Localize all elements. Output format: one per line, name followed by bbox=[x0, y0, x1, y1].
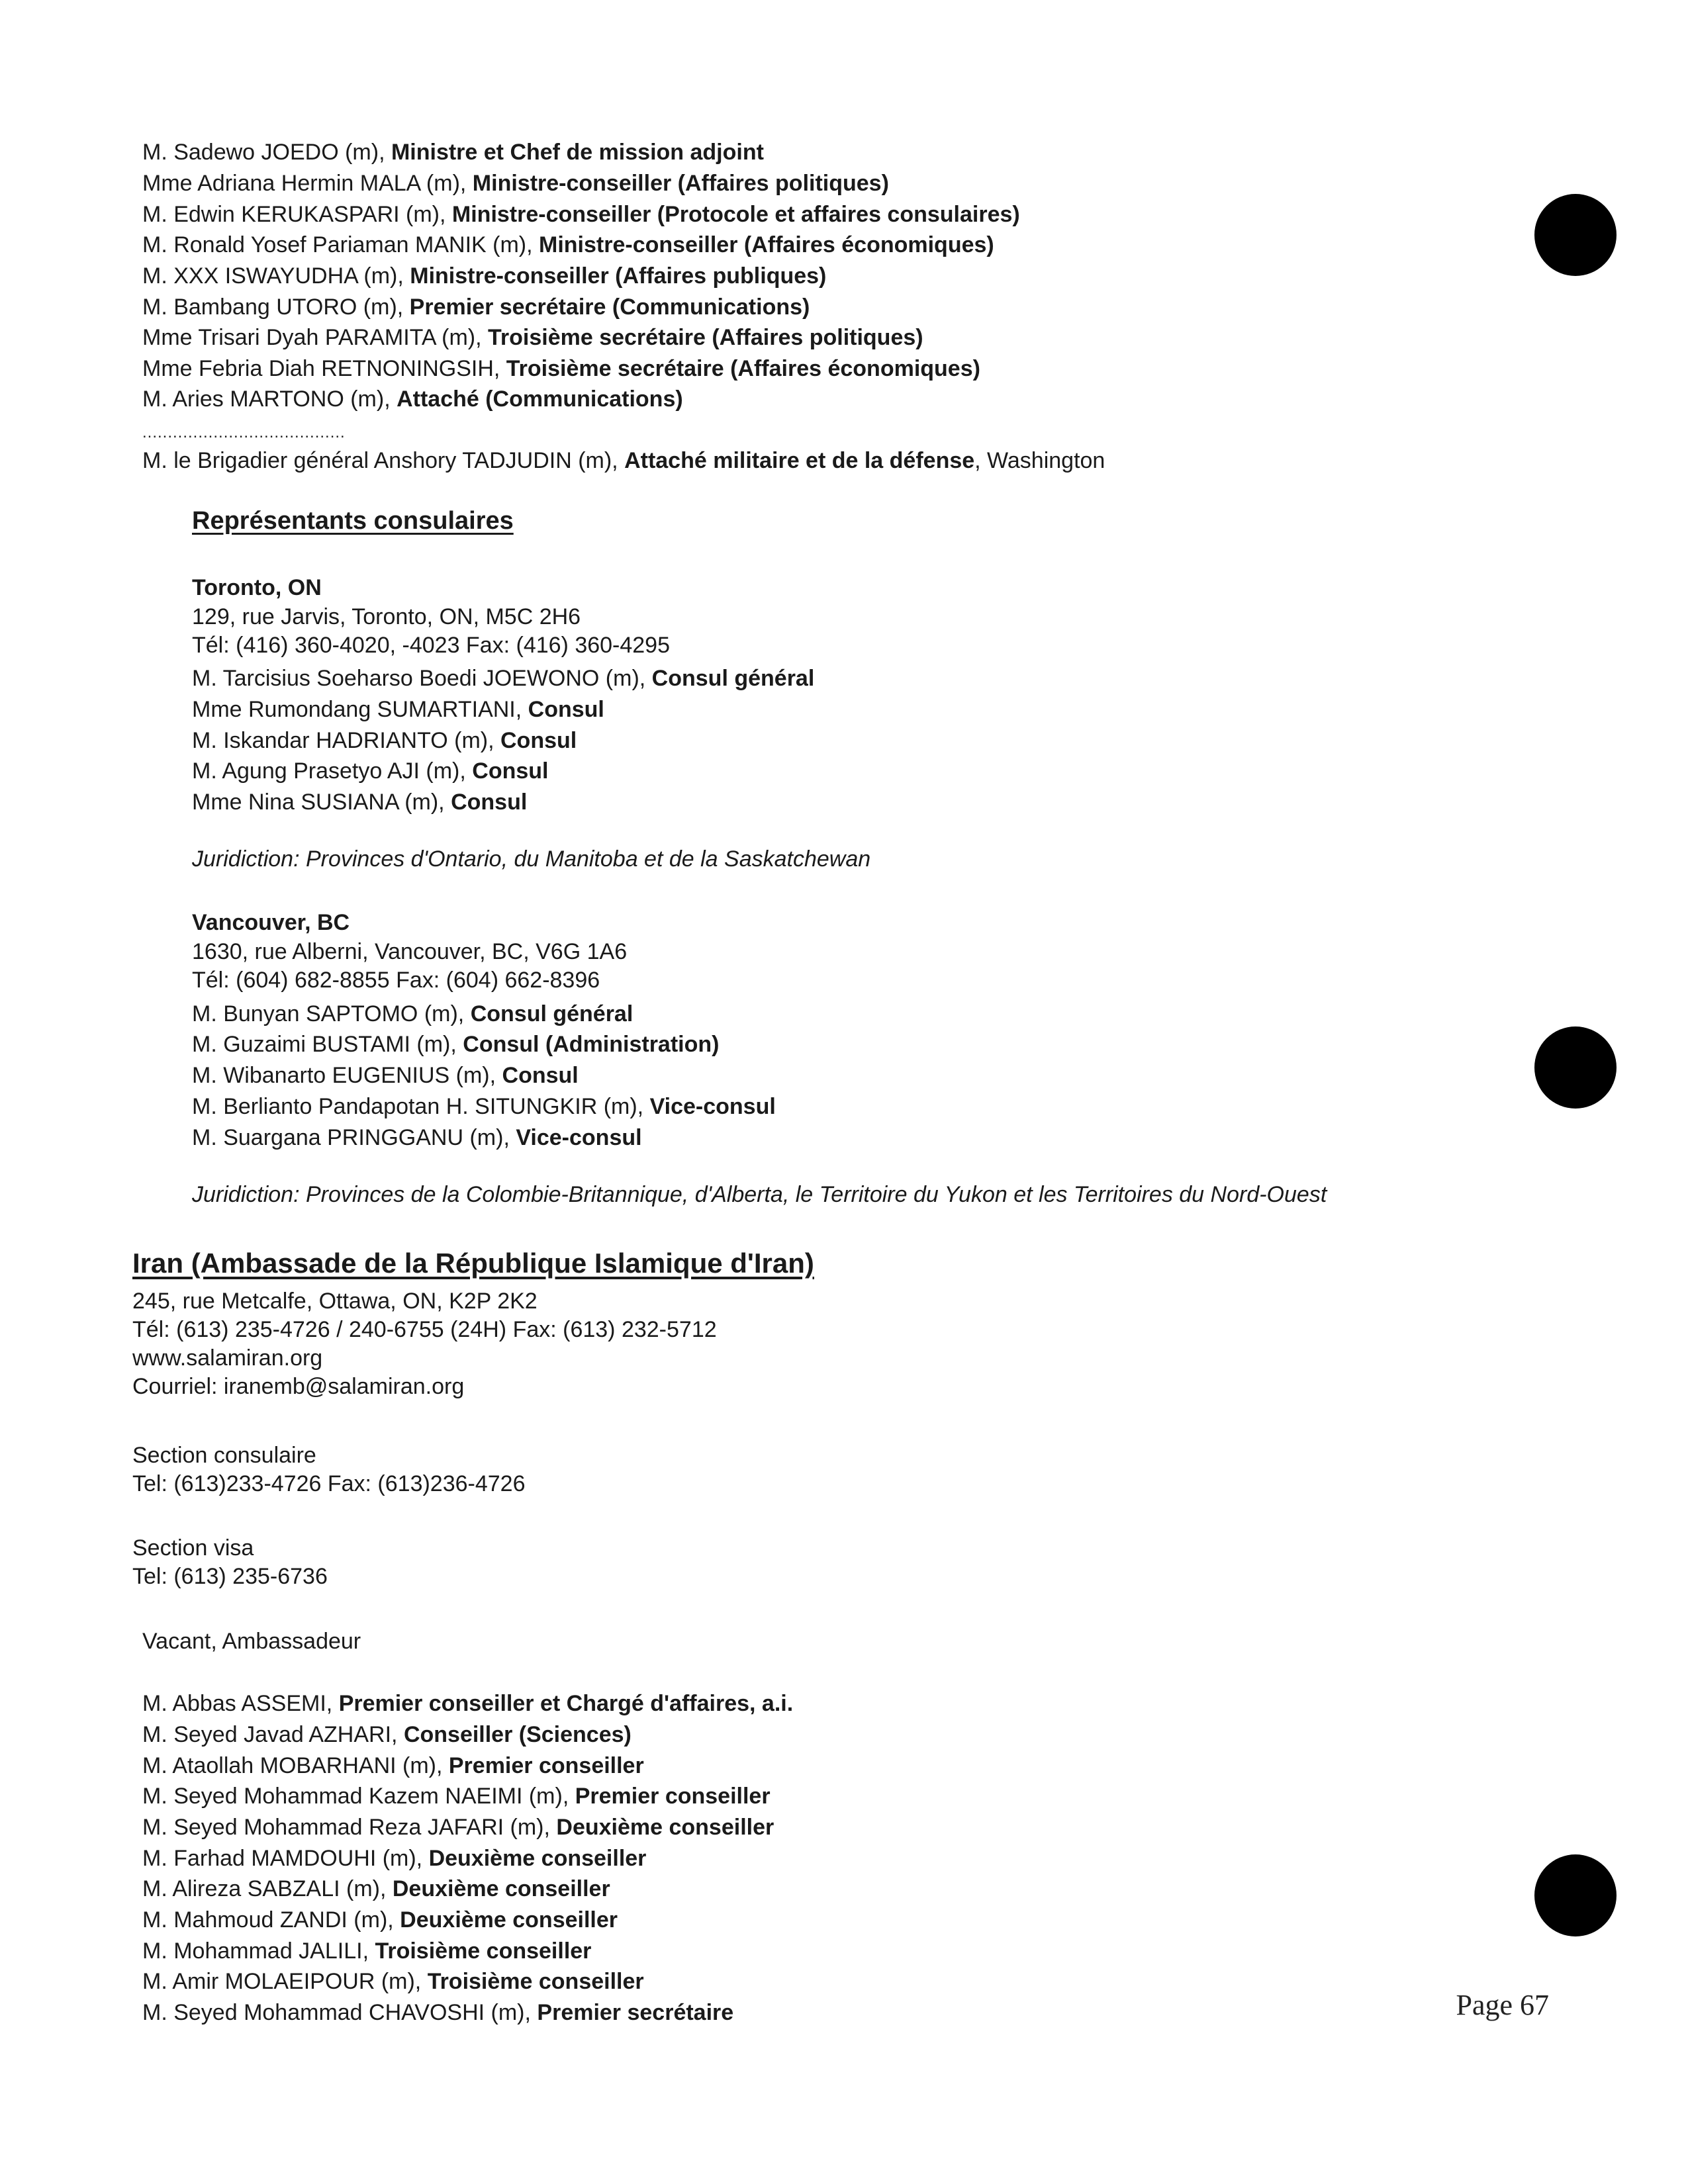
consul-entry: Mme Rumondang SUMARTIANI, Consul bbox=[192, 697, 604, 722]
binder-hole bbox=[1534, 194, 1617, 276]
separator-dots: ........................................ bbox=[142, 424, 346, 441]
staff-entry: Mme Adriana Hermin MALA (m), Ministre-conseiller (Affaires politiques) bbox=[142, 171, 889, 196]
consular-section-label: Section consulaire bbox=[132, 1443, 316, 1468]
vancouver-jurisdiction: Juridiction: Provinces de la Colombie-Britannique, d'Alberta, le Territoire du Yukon et les Territoires du Nord-Ouest bbox=[192, 1182, 1327, 1207]
binder-hole bbox=[1534, 1026, 1617, 1109]
iran-staff-entry: M. Farhad MAMDOUHI (m), Deuxième conseiller bbox=[142, 1846, 647, 1871]
iran-staff-entry: M. Mahmoud ZANDI (m), Deuxième conseiller bbox=[142, 1907, 618, 1933]
vancouver-city: Vancouver, BC bbox=[192, 910, 350, 935]
page-number: Page 67 bbox=[1456, 1989, 1549, 2021]
iran-staff-entry: M. Seyed Mohammad Kazem NAEIMI (m), Premier conseiller bbox=[142, 1784, 771, 1809]
staff-entry: Mme Febria Diah RETNONINGSIH, Troisième secrétaire (Affaires économiques) bbox=[142, 356, 980, 381]
toronto-address: 129, rue Jarvis, Toronto, ON, M5C 2H6 bbox=[192, 604, 581, 629]
ambassador-entry: Vacant, Ambassadeur bbox=[142, 1629, 361, 1654]
iran-staff-entry: M. Seyed Mohammad CHAVOSHI (m), Premier secrétaire bbox=[142, 2000, 734, 2025]
iran-country-title: Iran (Ambassade de la République Islamique d'Iran) bbox=[132, 1248, 814, 1279]
consul-entry: M. Tarcisius Soeharso Boedi JOEWONO (m), Consul général bbox=[192, 666, 815, 691]
staff-entry: Mme Trisari Dyah PARAMITA (m), Troisième secrétaire (Affaires politiques) bbox=[142, 325, 923, 350]
staff-entry: M. Bambang UTORO (m), Premier secrétaire (Communications) bbox=[142, 295, 810, 320]
vancouver-address: 1630, rue Alberni, Vancouver, BC, V6G 1A6 bbox=[192, 939, 628, 964]
staff-entry: M. Aries MARTONO (m), Attaché (Communications) bbox=[142, 387, 683, 412]
consul-entry: M. Guzaimi BUSTAMI (m), Consul (Administration) bbox=[192, 1032, 720, 1057]
toronto-jurisdiction: Juridiction: Provinces d'Ontario, du Manitoba et de la Saskatchewan bbox=[192, 846, 871, 872]
toronto-city: Toronto, ON bbox=[192, 575, 322, 600]
staff-entry: M. XXX ISWAYUDHA (m), Ministre-conseiller (Affaires publiques) bbox=[142, 263, 827, 289]
consul-entry: M. Bunyan SAPTOMO (m), Consul général bbox=[192, 1001, 633, 1026]
staff-entry: M. Edwin KERUKASPARI (m), Ministre-conseiller (Protocole et affaires consulaires) bbox=[142, 202, 1020, 227]
iran-email: Courriel: iranemb@salamiran.org bbox=[132, 1374, 465, 1399]
consul-entry: M. Suargana PRINGGANU (m), Vice-consul bbox=[192, 1125, 642, 1150]
iran-staff-entry: M. Seyed Javad AZHARI, Conseiller (Sciences) bbox=[142, 1722, 632, 1747]
consul-entry: Mme Nina SUSIANA (m), Consul bbox=[192, 790, 528, 815]
iran-website: www.salamiran.org bbox=[132, 1345, 323, 1371]
iran-staff-entry: M. Ataollah MOBARHANI (m), Premier conseiller bbox=[142, 1753, 644, 1778]
binder-hole bbox=[1534, 1854, 1617, 1936]
staff-entry: M. Sadewo JOEDO (m), Ministre et Chef de mission adjoint bbox=[142, 140, 764, 165]
consul-entry: M. Iskandar HADRIANTO (m), Consul bbox=[192, 728, 577, 753]
military-attache-entry: M. le Brigadier général Anshory TADJUDIN (m), Attaché militaire et de la défense, Washington bbox=[142, 448, 1105, 473]
iran-staff-entry: M. Seyed Mohammad Reza JAFARI (m), Deuxième conseiller bbox=[142, 1815, 774, 1840]
iran-staff-entry: M. Amir MOLAEIPOUR (m), Troisième conseiller bbox=[142, 1969, 644, 1994]
iran-phone: Tél: (613) 235-4726 / 240-6755 (24H) Fax: (613) 232-5712 bbox=[132, 1317, 717, 1342]
visa-section-label: Section visa bbox=[132, 1535, 254, 1561]
consular-section-phone: Tel: (613)233-4726 Fax: (613)236-4726 bbox=[132, 1471, 526, 1496]
iran-staff-entry: M. Abbas ASSEMI, Premier conseiller et Chargé d'affaires, a.i. bbox=[142, 1691, 794, 1716]
toronto-phone: Tél: (416) 360-4020, -4023 Fax: (416) 360-4295 bbox=[192, 633, 671, 658]
consul-entry: M. Berlianto Pandapotan H. SITUNGKIR (m), Vice-consul bbox=[192, 1094, 776, 1119]
vancouver-phone: Tél: (604) 682-8855 Fax: (604) 662-8396 bbox=[192, 968, 600, 993]
iran-staff-entry: M. Alireza SABZALI (m), Deuxième conseiller bbox=[142, 1876, 610, 1901]
staff-entry: M. Ronald Yosef Pariaman MANIK (m), Ministre-conseiller (Affaires économiques) bbox=[142, 232, 994, 257]
consul-entry: M. Agung Prasetyo AJI (m), Consul bbox=[192, 758, 549, 784]
iran-staff-entry: M. Mohammad JALILI, Troisième conseiller bbox=[142, 1938, 592, 1964]
iran-address: 245, rue Metcalfe, Ottawa, ON, K2P 2K2 bbox=[132, 1289, 538, 1314]
consular-heading: Représentants consulaires bbox=[192, 507, 514, 535]
visa-section-phone: Tel: (613) 235-6736 bbox=[132, 1564, 328, 1589]
consul-entry: M. Wibanarto EUGENIUS (m), Consul bbox=[192, 1063, 579, 1088]
